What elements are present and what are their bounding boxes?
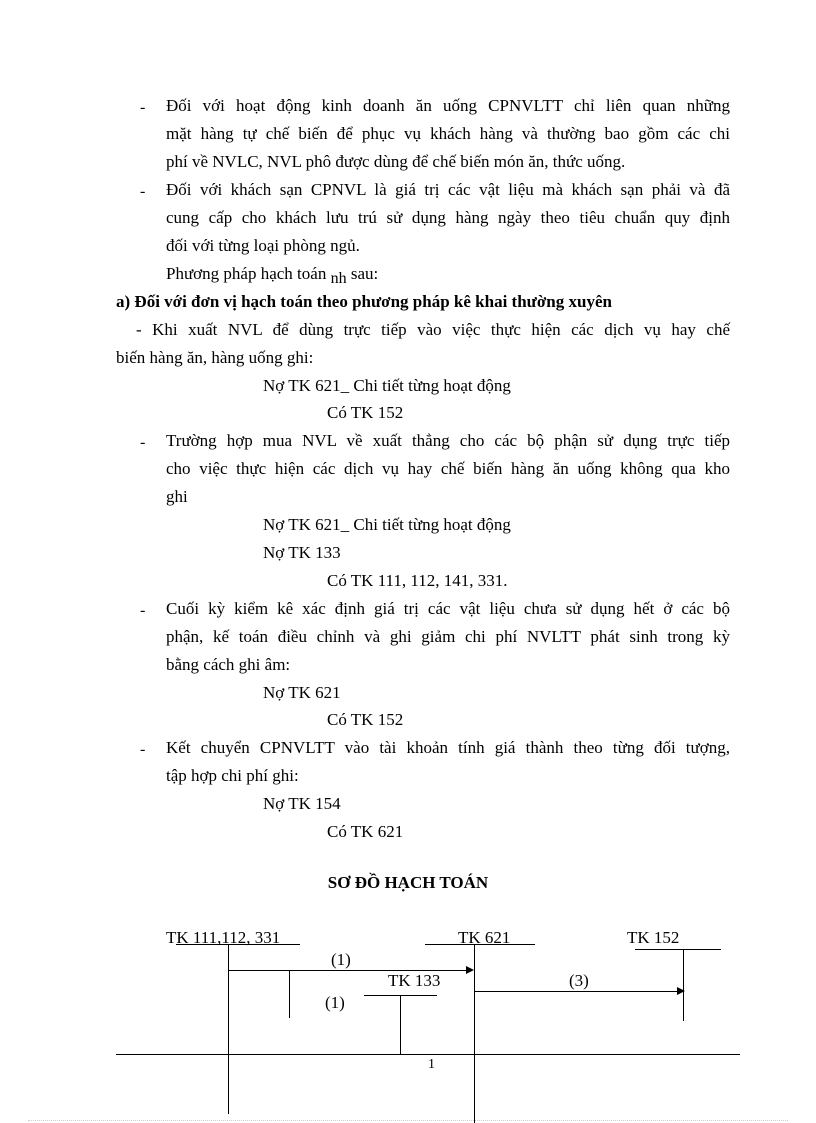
t-account-top-line [176, 944, 300, 945]
branch-line [289, 970, 290, 1018]
bullet-dash: - [140, 741, 146, 758]
paragraph-line: phí về NVLC, NVL phô được dùng để chế biến món ăn, thức uống. [166, 152, 626, 171]
method-text-end: sau: [350, 264, 379, 283]
journal-credit: Có TK 152 [327, 710, 404, 729]
paragraph-line: Đối với khách sạn CPNVL là giá trị các vật liệu mà khách sạn phải và đã [166, 180, 730, 199]
diagram-title: SƠ ĐỒ HẠCH TOÁN [327, 873, 489, 892]
flow-label: (1) [331, 950, 351, 969]
paragraph-line: - Khi xuất NVL để dùng trực tiếp vào việc thực hiện các dịch vụ hay chế [136, 320, 730, 339]
bullet-dash: - [140, 99, 146, 116]
bullet-dash: - [140, 434, 146, 451]
method-text: Phương pháp hạch toán [166, 264, 327, 283]
journal-debit: Nợ TK 621_ Chi tiết từng hoạt động [263, 515, 511, 534]
account-label-tk111: TK 111,112, 331 [166, 928, 281, 947]
t-account-stem [683, 949, 684, 1021]
t-account-stem [400, 995, 401, 1055]
account-label-tk152: TK 152 [627, 928, 680, 947]
paragraph-line: cho việc thực hiện các dịch vụ hay chế biến hàng ăn uống không qua kho [166, 459, 730, 478]
bullet-dash: - [140, 602, 146, 619]
paragraph-line: tập hợp chi phí ghi: [166, 766, 299, 785]
paragraph-line: Cuối kỳ kiểm kê xác định giá trị các vật liệu chưa sử dụng hết ở các bộ [166, 599, 730, 618]
method-subscript: nh [330, 270, 347, 287]
t-account-stem [474, 944, 475, 1123]
paragraph-line: cung cấp cho khách lưu trú sử dụng hàng ngày theo tiêu chuẩn quy định [166, 208, 730, 227]
bullet-dash: - [140, 183, 146, 200]
paragraph-line: Trường hợp mua NVL về xuất thẳng cho các bộ phận sử dụng trực tiếp [166, 431, 730, 450]
paragraph-line: biến hàng ăn, hàng uống ghi: [116, 348, 314, 367]
footer-rule [116, 1054, 740, 1055]
section-heading: a) Đối với đơn vị hạch toán theo phương pháp kê khai thường xuyên [116, 292, 612, 311]
journal-debit: Nợ TK 154 [263, 794, 341, 813]
account-label-tk621: TK 621 [458, 928, 511, 947]
t-account-top-line [425, 944, 535, 945]
flow-label: (1) [325, 993, 345, 1012]
paragraph-line: Đối với hoạt động kinh doanh ăn uống CPNVLTT chỉ liên quan những [166, 96, 730, 115]
page-edge-dotted [28, 1120, 788, 1121]
paragraph-line: Kết chuyển CPNVLTT vào tài khoản tính giá thành theo từng đối tượng, [166, 738, 730, 757]
method-line [166, 264, 378, 285]
journal-credit: Có TK 111, 112, 141, 331. [327, 571, 508, 590]
paragraph-line: bằng cách ghi âm: [166, 655, 291, 674]
journal-debit: Nợ TK 133 [263, 543, 341, 562]
journal-credit: Có TK 621 [327, 822, 404, 841]
paragraph-line: phận, kế toán điều chỉnh và ghi giảm chi phí NVLTT phát sinh trong kỳ [166, 627, 730, 646]
journal-debit: Nợ TK 621 [263, 683, 341, 702]
page-number: 1 [428, 1057, 435, 1072]
journal-credit: Có TK 152 [327, 403, 404, 422]
t-account-top-line [635, 949, 721, 950]
account-label-tk133: TK 133 [388, 971, 441, 990]
paragraph-line: đối với từng loại phòng ngủ. [166, 236, 360, 255]
paragraph-line: mặt hàng tự chế biến để phục vụ khách hàng và thường bao gồm các chi [166, 124, 730, 143]
arrow-head-icon [466, 966, 474, 974]
paragraph-line: ghi [166, 487, 188, 506]
flow-arrow-line [474, 991, 677, 992]
arrow-head-icon [677, 987, 685, 995]
journal-debit: Nợ TK 621_ Chi tiết từng hoạt động [263, 376, 511, 395]
flow-label: (3) [569, 971, 589, 990]
